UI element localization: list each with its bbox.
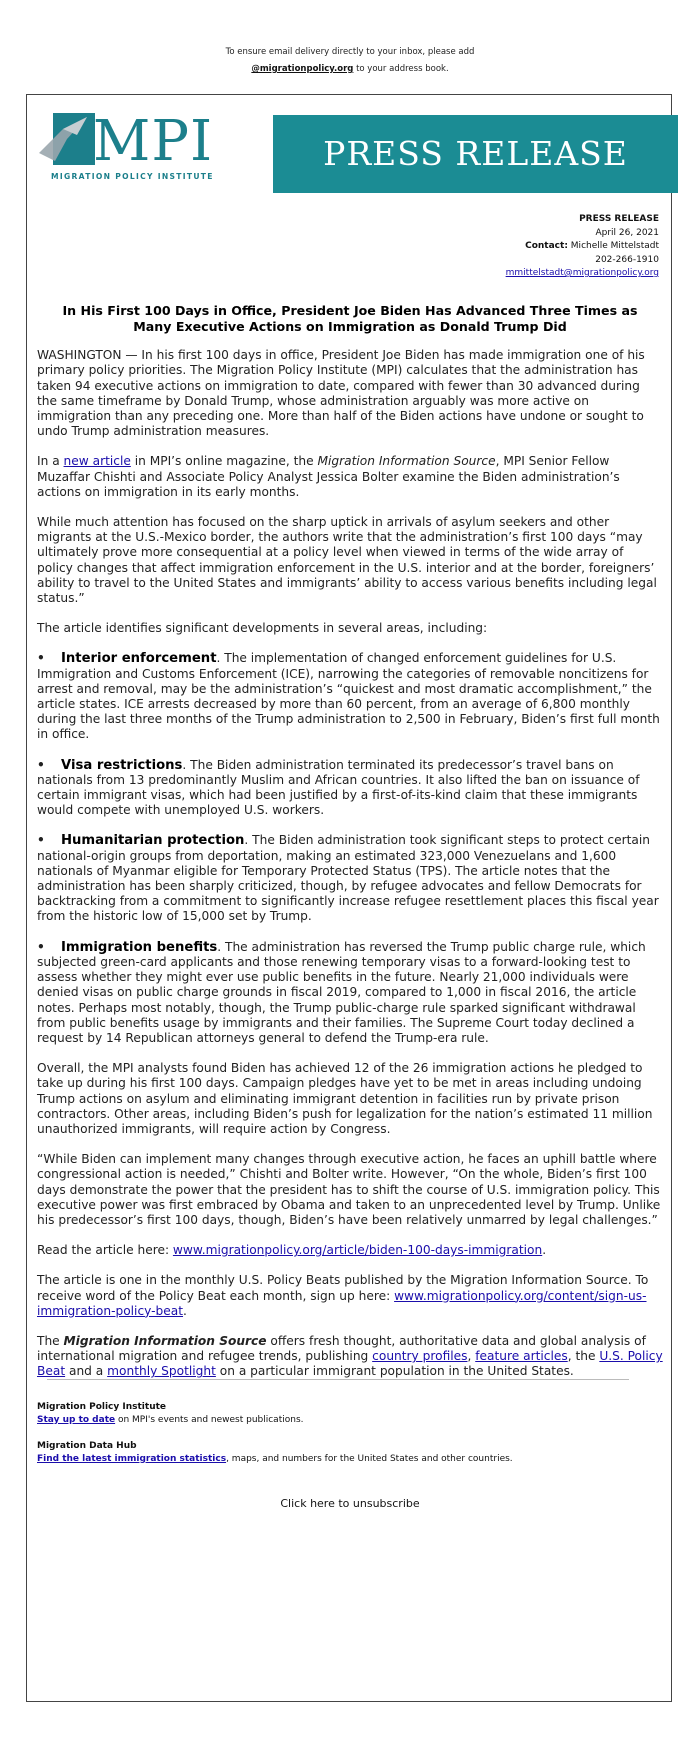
source-title: Migration Information Source [317, 454, 496, 469]
bullet-body: . The Biden administration terminated its predecessor’s travel bans on nationals from 13 predominantly Muslim and African countries. It also lifted the ban on issuance of certain immigrant visas, which had been justified by a first-of-its-kind claim that these immigrants would compete with unemployed U.S. workers. [37, 757, 640, 818]
text-span: on a particular immigrant population in the United States. [215, 1364, 574, 1379]
paragraph-quote: “While Biden can implement many changes through executive action, he faces an uphill battle where congressional action is needed,” Chishti and Bolter write. However, “On the whole, Biden’s first 100 days demonstrate the power that the president has to shift the course of U.S. immigration policy. This executive power was first embraced by Obama and taken to an unprecedented level by Trump. Unlike his predecessor’s first 100 days, though, Biden’s have been relatively unmarred by legal challenges.” [37, 1152, 661, 1227]
preheader-line2 [0, 61, 700, 78]
policy-beat-signup-link[interactable]: www.migrationpolicy.org/content/sign-us-immigration-policy-beat [37, 1288, 647, 1318]
new-article-link[interactable]: new article [63, 454, 131, 469]
banner-title: PRESS RELEASE [323, 134, 628, 173]
paragraph-source-about [37, 1334, 663, 1380]
preheader-suffix: to your address book. [353, 64, 449, 74]
footer-org-name: Migration Data Hub [37, 1441, 137, 1451]
meta-label: PRESS RELEASE [579, 214, 659, 224]
paragraph-new-article [37, 454, 663, 500]
paragraph-intro: WASHINGTON — In his first 100 days in office, President Joe Biden has made immigration one of his primary policy priorities. The Migration Policy Institute (MPI) calculates that the administration has taken 94 executive actions on immigration to date, compared with fewer than 30 advanced during the same timeframe by Donald Trump, whose administration arguably was more active on immigration than any preceding one. More than half of the Biden actions have undone or sought to undo Trump administration measures. [37, 348, 645, 439]
monthly-spotlight-link[interactable]: monthly Spotlight [107, 1364, 216, 1379]
text-span: The article is one in the monthly U.S. Policy Beats published by the Migration Information Source. To receive word of the Policy Beat each month, sign up here: [37, 1273, 649, 1303]
text-span: The [37, 1333, 64, 1348]
paragraph-developments: The article identifies significant developments in several areas, including: [37, 621, 488, 636]
paragraph-border: While much attention has focused on the sharp uptick in arrivals of asylum seekers and other migrants at the U.S.-Mexico border, the authors write that the administration’s first 100 days “may ultimately prove more consequential at a policy level when viewed in terms of the wide array of policy changes that affect immigration enforcement in the U.S. interior and at the border, foreigners’ ability to travel to the United States and immigrants’ ability to access various benefits including legal status.” [37, 515, 657, 606]
footer-mpi-block [37, 1401, 513, 1426]
text-span: offers fresh thought, authoritative data and global analysis of international migration and refugee trends, publishing [37, 1333, 646, 1364]
bullet-dot: • [37, 651, 45, 666]
logo-mark-icon [37, 109, 97, 173]
article-url-link[interactable]: www.migrationpolicy.org/article/biden-100-days-immigration [172, 1243, 543, 1258]
paragraph-read-article [37, 1243, 663, 1258]
bullet-dot: • [37, 757, 45, 772]
bullet-heading: Visa restrictions [61, 757, 183, 773]
email-header [37, 105, 663, 191]
contact-label: Contact: [525, 241, 568, 251]
bullet-visa-restrictions [37, 758, 663, 819]
bullet-dot: • [37, 939, 45, 954]
source-name: Migration Information Source [63, 1333, 267, 1348]
logo-wordmark: MPI [93, 109, 214, 174]
bullet-body: . The implementation of changed enforcement guidelines for U.S. Immigration and Customs Enforcement (ICE), narrowing the categories of removable noncitizens for arrest and removal, may be the administration’s “quickest and most dramatic accomplishment,” the article states. ICE arrests decreased by more than 60 percent, from an average of 6,800 monthly during the last three months of the Trump administration to 2,500 in February, Biden’s first full month in office. [37, 651, 660, 742]
text-span: . [183, 1303, 187, 1318]
footer-text: , maps, and numbers for the United States and other countries. [226, 1453, 513, 1464]
text-span: , MPI Senior Fellow Muzaffar Chishti and Associate Policy Analyst Jessica Bolter examine the Biden administration’s actions on immigration in its early months. [37, 454, 620, 499]
paragraph-overall: Overall, the MPI analysts found Biden has achieved 12 of the 26 immigration actions he pledged to take up during his first 100 days. Campaign pledges have yet to be met in areas including undoing Trump actions on asylum and eliminating immigrant detention in facilities run by private prison contractors. Other areas, including Biden’s push for legalization for the nation’s estimated 11 million unauthorized immigrants, will require action by Congress. [37, 1061, 653, 1136]
bullet-humanitarian-protection [37, 833, 663, 924]
paragraph-policy-beat [37, 1273, 663, 1319]
mpi-logo [37, 105, 262, 191]
text-span: in MPI’s online magazine, the [130, 454, 318, 469]
text-span: and a [65, 1364, 108, 1379]
footer-text: on MPI's events and newest publications. [115, 1414, 304, 1425]
contact-phone: 202-266-1910 [595, 254, 659, 265]
preheader-text: To ensure email delivery directly to your inbox, please add [225, 47, 475, 57]
bullet-heading: Interior enforcement [61, 651, 217, 667]
stay-up-to-date-link[interactable]: Stay up to date [37, 1414, 116, 1425]
bullet-interior-enforcement [37, 651, 663, 742]
email-footer [37, 1401, 513, 1479]
contact-email-link[interactable]: mmittelstadt@migrationpolicy.org [505, 268, 659, 278]
headline: In His First 100 Days in Office, President Joe Biden Has Advanced Three Times as Many Executive Actions on Immigration as Donald Trump Did [62, 303, 638, 334]
country-profiles-link[interactable]: country profiles [372, 1349, 468, 1364]
bullet-immigration-benefits [37, 940, 663, 1046]
contact-name: Michelle Mittelstadt [570, 241, 659, 251]
bullet-body: . The administration has reversed the Trump public charge rule, which subjected green-card applicants and those renewing temporary visas to a forward-looking test to assess whether they might ever use public benefits in the future. Nearly 21,000 individuals were denied visas on public charge grounds in fiscal 2019, compared to 1,000 in fiscal 2016, the article notes. Perhaps most notably, though, the Trump public-charge rule sparked significant withdrawal from public benefits usage by immigrants and their families. The Supreme Court today declined a request by 14 Republican attorneys general to defend the Trump-era rule. [37, 939, 646, 1045]
policy-beat-link[interactable]: U.S. Policy Beat [37, 1349, 663, 1379]
preheader [0, 0, 700, 78]
text-span: In a [37, 454, 64, 469]
text-span: , the [567, 1349, 600, 1364]
footer-org-name: Migration Policy Institute [37, 1402, 167, 1412]
footer-data-hub-block [37, 1440, 513, 1465]
immigration-statistics-link[interactable]: Find the latest immigration statistics [37, 1453, 227, 1464]
unsubscribe-link[interactable]: Click here to unsubscribe [280, 1497, 420, 1510]
footer-divider [47, 1379, 629, 1380]
release-meta [506, 213, 659, 281]
preheader-email-link[interactable]: @migrationpolicy.org [251, 64, 354, 74]
article-content [37, 303, 663, 1395]
press-release-banner [273, 115, 678, 193]
bullet-heading: Immigration benefits [61, 939, 218, 955]
email-body [26, 94, 672, 1702]
bullet-body: . The Biden administration took significant steps to protect certain national-origin groups from deportation, making an estimated 323,000 Venezuelans and 1,600 nationals of Myanmar eligible for Temporary Protected Status (TPS). The article notes that the administration has been sharply criticized, though, by refugee advocates and fellow Democrats for backtracking from a commitment to significantly increase refugee resettlement places this fiscal year from the historic low of 15,000 set by Trump. [37, 833, 659, 924]
text-span: , [467, 1349, 476, 1364]
bullet-dot: • [37, 833, 45, 848]
logo-subtitle: MIGRATION POLICY INSTITUTE [51, 172, 214, 181]
bullet-heading: Humanitarian protection [61, 833, 245, 849]
release-date: April 26, 2021 [595, 227, 659, 238]
text-span: . [542, 1243, 547, 1258]
text-span: Read the article here: [37, 1243, 173, 1258]
feature-articles-link[interactable]: feature articles [475, 1349, 568, 1364]
